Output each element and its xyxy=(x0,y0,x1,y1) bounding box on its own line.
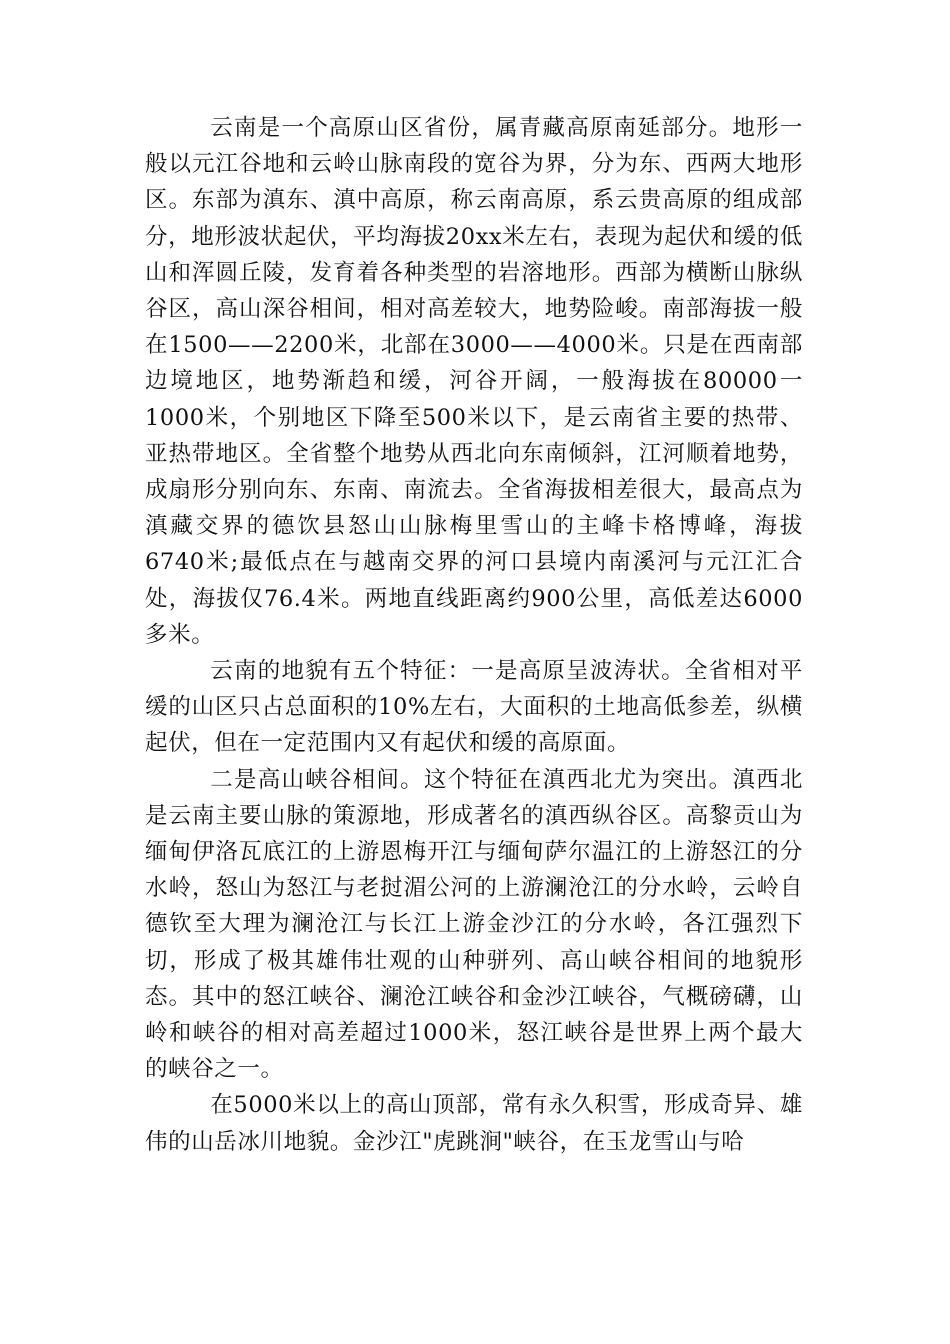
paragraph-landform-feature-one: 云南的地貌有五个特征：一是高原呈波涛状。全省相对平缓的山区只占总面积的10%左右，大面积的土地高低参差，纵横起伏，但在一定范围内又有起伏和缓的高原面。 xyxy=(145,658,803,757)
paragraph-glacier-landform: 在5000米以上的高山顶部，常有永久积雪，形成奇异、雄伟的山岳冰川地貌。金沙江"虎跳涧"峡谷，在玉龙雪山与哈 xyxy=(145,1092,803,1155)
paragraph-landform-feature-two: 二是高山峡谷相间。这个特征在滇西北尤为突出。滇西北是云南主要山脉的策源地，形成著名的滇西纵谷区。高黎贡山为缅甸伊洛瓦底江的上游恩梅开江与缅甸萨尔温江的上游怒江的分水岭，怒山为怒江与老挝湄公河的上游澜沧江的分水岭，云岭自德钦至大理为澜沧江与长江上游金沙江的分水岭，各江强烈下切，形成了极其雄伟壮观的山种骈列、高山峡谷相间的地貌形态。其中的怒江峡谷、澜沧江峡谷和金沙江峡谷，气概磅礴，山岭和峡谷的相对高差超过1000米，怒江峡谷是世界上两个最大的峡谷之一。 xyxy=(145,766,803,1083)
paragraph-terrain-overview: 云南是一个高原山区省份，属青藏高原南延部分。地形一般以元江谷地和云岭山脉南段的宽谷为界，分为东、西两大地形区。东部为滇东、滇中高原，称云南高原，系云贵高原的组成部分，地形波状起伏，平均海拔20xx米左右，表现为起伏和缓的低山和浑圆丘陵，发育着各种类型的岩溶地形。西部为横断山脉纵谷区，高山深谷相间，相对高差较大，地势险峻。南部海拔一般在1500——2200米，北部在3000——4000米。只是在西南部边境地区，地势渐趋和缓，河谷开阔，一般海拔在80000一1000米，个别地区下降至500米以下，是云南省主要的热带、亚热带地区。全省整个地势从西北向东南倾斜，江河顺着地势，成扇形分别向东、东南、南流去。全省海拔相差很大，最高点为滇藏交界的德饮县怒山山脉梅里雪山的主峰卡格博峰，海拔6740米;最低点在与越南交界的河口县境内南溪河与元江汇合处，海拔仅76.4米。两地直线距离约900公里，高低差达6000多米。 xyxy=(145,115,803,648)
document-body xyxy=(145,110,803,1160)
